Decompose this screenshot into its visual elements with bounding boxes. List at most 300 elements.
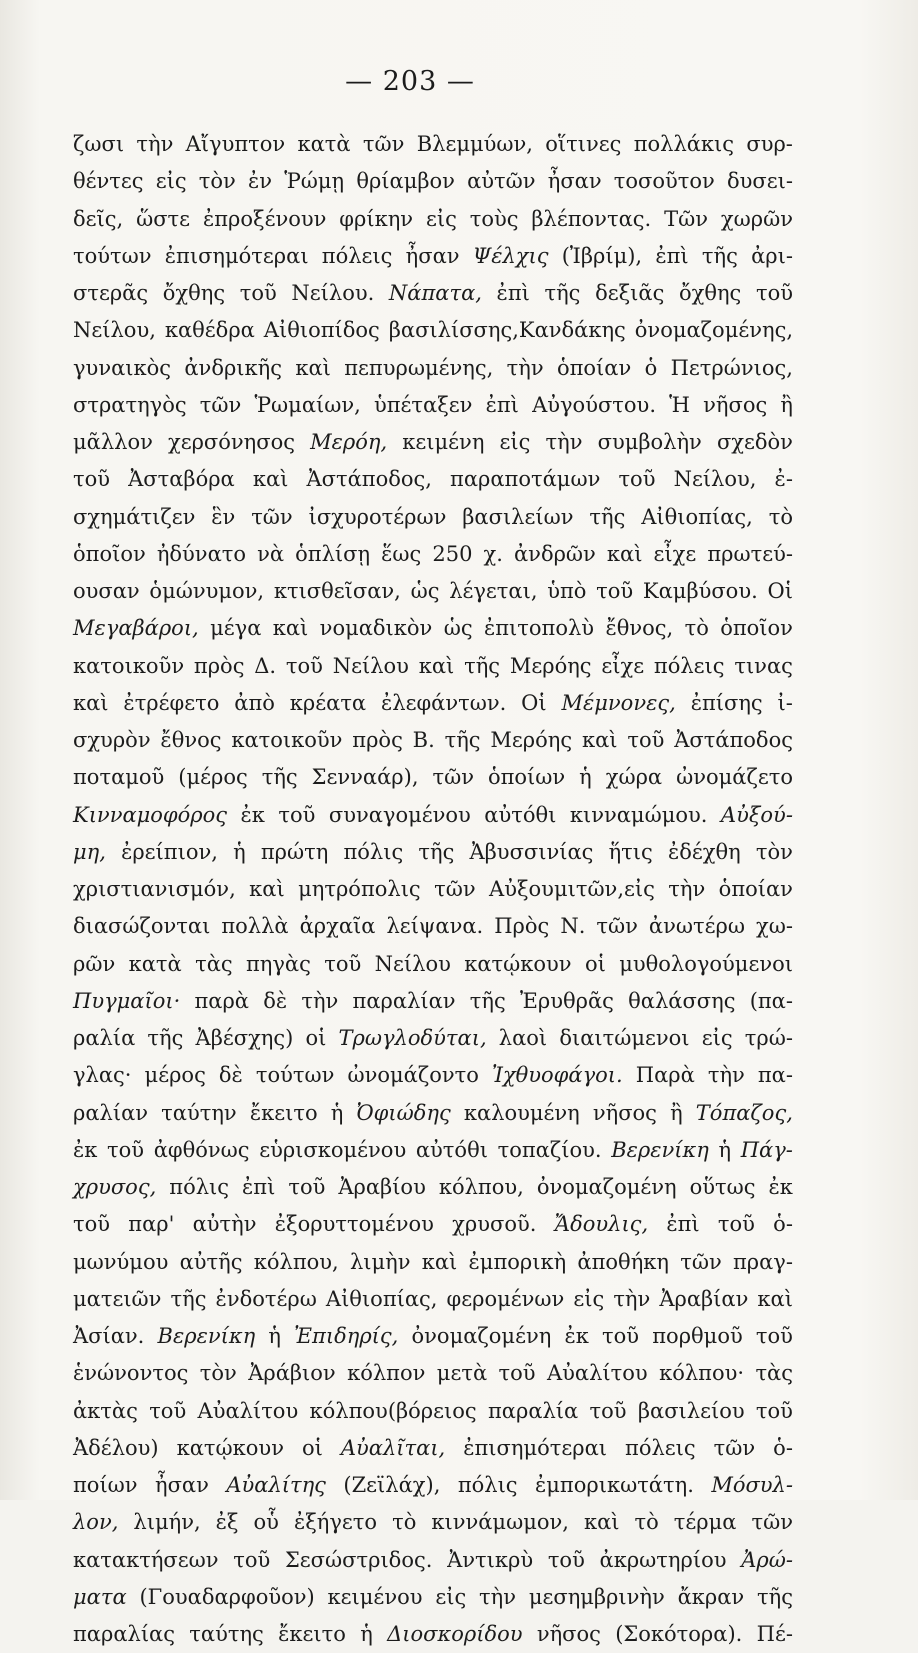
text-line	[73, 685, 793, 722]
word: ποταμοῦ	[73, 765, 165, 790]
word: τῶν	[199, 392, 242, 417]
word: τῶν	[596, 914, 638, 939]
word: μέγα	[210, 616, 262, 641]
word: ἀφθόνως	[153, 1137, 250, 1162]
word: οἱ	[301, 1435, 323, 1460]
word: τοῦ	[239, 281, 277, 305]
word: τῆς	[757, 1584, 793, 1609]
word: φρίκην	[339, 206, 414, 231]
word: Καμβύσου.	[642, 579, 758, 603]
text-line	[73, 648, 793, 685]
word: Μερόη,	[310, 430, 388, 454]
word: ματειῶν	[73, 1286, 162, 1311]
word: τοσοῦτον	[613, 169, 715, 194]
word: ὡς	[410, 579, 440, 603]
text-line	[73, 1579, 793, 1616]
word: κατὰ	[128, 951, 182, 976]
word: Ψέλχις	[472, 243, 549, 268]
word: τὴν	[479, 1584, 516, 1609]
word: μεσημβρινὴν	[528, 1584, 665, 1609]
word: Ἀβυσσινίας	[469, 839, 594, 864]
word: χερσόνησος	[167, 430, 295, 454]
word: καὶ	[272, 616, 309, 641]
word: οἱ	[305, 1026, 327, 1050]
word: τῶν	[434, 877, 476, 901]
word: ἐκ	[240, 802, 265, 827]
word: ἐπὶ	[242, 1175, 276, 1199]
word: (Σοκότορα).	[615, 1622, 743, 1646]
word: τῶν	[751, 1510, 793, 1535]
word: πολλὰ	[221, 914, 289, 939]
word: ἀνδρῶν	[514, 541, 596, 566]
word: ἔκειτο	[278, 1622, 346, 1646]
text-line	[73, 1467, 793, 1504]
word: χρυσος,	[73, 1175, 157, 1199]
word: Ἐπιδηρίς,	[294, 1324, 399, 1348]
word: Μέμνονες,	[561, 690, 676, 715]
word: Μερόης	[509, 653, 592, 678]
word: παραλίας	[73, 1622, 175, 1646]
word: κατῴκουν	[464, 951, 572, 976]
word: τοῦ	[602, 1324, 640, 1348]
word: εἰς	[701, 1026, 733, 1050]
word: ἀκρωτηρίου	[599, 1547, 727, 1572]
text-line	[73, 1542, 793, 1579]
word: Ἀστάποδος,	[306, 467, 432, 492]
word: Βερενίκη	[611, 1137, 709, 1162]
word: καλουμένη	[463, 1100, 580, 1125]
word: τὰς	[195, 951, 233, 976]
word: ὁποίαν	[718, 877, 793, 901]
word: Ἀντικρὺ	[447, 1547, 534, 1572]
word: τὴν	[136, 132, 174, 156]
word: ὀνομαζομένη	[536, 1175, 677, 1199]
word: τούτων	[73, 243, 152, 268]
word: ἐξ	[215, 1510, 239, 1535]
word: τὴν	[545, 430, 583, 454]
word: πόλεις	[321, 243, 393, 268]
word: καὶ	[252, 467, 289, 492]
word: ὁποῖον	[73, 541, 146, 566]
word: τὸ	[634, 1510, 659, 1535]
word: μωνύμου	[73, 1249, 169, 1274]
word: γλας·	[73, 1063, 132, 1088]
word: Αὐξού-	[720, 802, 793, 827]
text-line	[73, 238, 793, 275]
word: αὐτόθι	[484, 802, 557, 827]
word: Ἀσίαν.	[73, 1324, 145, 1348]
text-line	[73, 1430, 793, 1467]
word: ὑπὸ	[547, 579, 587, 603]
word: Ἡ	[669, 392, 690, 417]
word: ἀκτὰς	[73, 1398, 138, 1423]
word: δεξιᾶς	[595, 281, 665, 305]
word: ἐπισημότεραι	[463, 1435, 608, 1460]
word: κόλπον	[347, 1361, 426, 1386]
word: καὶ	[421, 1249, 458, 1274]
word: πρὸς	[352, 728, 403, 752]
word: τοῦ	[149, 1398, 187, 1423]
word: ἰσχυροτέρων	[308, 504, 447, 529]
word: ἐρείπιον,	[121, 839, 218, 864]
word: ταύτην	[161, 1100, 237, 1125]
word: λαοὶ	[498, 1026, 548, 1050]
word: ἡ	[360, 1622, 373, 1646]
word: κόλπου(βόρειος	[309, 1398, 477, 1423]
word: τὸ	[768, 504, 793, 529]
word: Ἀραβίου	[338, 1175, 426, 1199]
word: Ῥωμαίων,	[254, 392, 361, 417]
text-line	[73, 1244, 793, 1281]
word: τὴν	[506, 355, 544, 380]
word: ἐκ	[768, 1175, 793, 1199]
word: αὐτὴν	[192, 1212, 257, 1237]
word: καθέδρα	[164, 318, 255, 343]
word: ὁμώνυμον,	[149, 579, 265, 603]
word: τοῦ	[627, 728, 665, 752]
text-line	[73, 1318, 793, 1355]
word: κατὰ	[297, 132, 351, 156]
word: ὁ-	[773, 1212, 793, 1237]
word: (Γουαδαρφοῦον)	[139, 1584, 315, 1609]
text-line	[73, 201, 793, 238]
word: παρὰ	[194, 988, 249, 1013]
word: Αἰθιοπίας,	[325, 1286, 438, 1311]
word: κόλπου,	[438, 1175, 524, 1199]
word: κόλπου,	[253, 1249, 339, 1274]
word: Ἀσταβόρα	[128, 467, 235, 492]
word: Πέ-	[756, 1622, 793, 1646]
word: μᾶλλον	[73, 430, 153, 454]
word: καὶ	[757, 1286, 793, 1311]
word: Πάγ-	[740, 1137, 793, 1162]
text-line	[73, 1095, 793, 1132]
word: πόλεις	[625, 1435, 696, 1460]
word: Πρὸς	[494, 914, 550, 939]
word: Δ.	[254, 653, 277, 678]
word: ἐπίσης	[690, 690, 763, 715]
word: Αὐαλίτης	[226, 1473, 326, 1497]
word: πηγὰς	[246, 951, 311, 976]
word: Νείλου	[332, 653, 409, 678]
word: ἀποθήκη	[577, 1249, 669, 1274]
word: διασώζονται	[73, 914, 211, 939]
word: Αἴγυπτον	[185, 132, 286, 156]
word: νῆσος	[536, 1622, 601, 1646]
word: ουσαν	[73, 579, 140, 603]
word: κινναμώμου.	[569, 802, 708, 827]
text-line	[73, 312, 793, 349]
word: τοῦ	[755, 1324, 793, 1348]
word: στρατηγὸς	[73, 392, 187, 417]
word: ἐξορυττομένου	[274, 1212, 434, 1237]
word: Παρὰ	[635, 1063, 695, 1088]
word: τοῦ	[73, 1212, 111, 1237]
word: Κινναμοφόρος	[73, 802, 228, 827]
word: σχημάτιζεν	[73, 504, 196, 529]
word: Ἀδέλου)	[73, 1435, 159, 1460]
text-line	[73, 275, 793, 312]
word: κτισθεῖσαν,	[273, 579, 401, 603]
word: (Ἰβρίμ),	[561, 243, 643, 268]
word: κιννάμωμον,	[431, 1510, 569, 1535]
word: ἦσαν	[155, 1473, 209, 1497]
word: καὶ	[581, 728, 618, 752]
word: Ἀστάποδος	[674, 728, 793, 752]
word: πόλεις	[653, 653, 725, 678]
word: δυσει-	[727, 169, 793, 194]
word: ἐκ	[564, 1324, 589, 1348]
word: ὀνομαζομένη	[411, 1324, 552, 1348]
word: Ν.	[560, 914, 586, 939]
word: κρέατα	[289, 690, 367, 715]
text-line	[73, 424, 793, 461]
word: κόλπου·	[659, 1361, 745, 1386]
word: χω-	[755, 914, 793, 939]
text-line	[73, 387, 793, 424]
word: θρίαμβον	[356, 169, 455, 194]
word: πραγ-	[732, 1249, 793, 1274]
text-line	[73, 834, 793, 871]
word: εἰς	[425, 206, 457, 231]
word: τρώ-	[744, 1026, 793, 1050]
word: τῆς	[444, 728, 481, 752]
word: Νείλου	[374, 951, 451, 976]
word: Αὐαλῖται,	[340, 1435, 446, 1460]
word: Ἰχθυοφάγοι.	[491, 1063, 623, 1088]
word: σχεδὸν	[716, 430, 793, 454]
word: Πετρώνιος,	[670, 355, 793, 380]
word: πορθμοῦ	[652, 1324, 743, 1348]
word: ἐπὶ	[496, 281, 530, 305]
word: λον,	[73, 1510, 119, 1535]
text-line	[73, 908, 793, 945]
text-line	[73, 1281, 793, 1318]
text-line	[73, 350, 793, 387]
word: οὕτως	[689, 1175, 756, 1199]
word: ραλίαν	[73, 1100, 149, 1125]
word: τὴν	[301, 988, 339, 1013]
word: ἐπὶ	[666, 1212, 700, 1237]
word: συρ-	[746, 132, 793, 156]
word: πόλις	[343, 839, 404, 864]
word: ἐκ	[73, 1137, 98, 1162]
word: παραλία	[487, 1398, 579, 1423]
word: (Ζεϊλάχ),	[343, 1473, 441, 1497]
word: ἀρι-	[751, 243, 793, 268]
word: οἱ	[584, 951, 606, 976]
word: Ὀφιώδης	[356, 1100, 451, 1125]
word: τοπαζίου.	[497, 1137, 602, 1162]
word: ἓν	[211, 504, 236, 529]
word: πόλις	[457, 1473, 518, 1497]
word: Β.	[412, 728, 435, 752]
word: ἀνωτέρω	[648, 914, 745, 939]
word: στερᾶς	[73, 281, 149, 305]
word: ἡ	[579, 765, 592, 790]
word: τούτων	[255, 1063, 335, 1088]
word: Ἄδουλις,	[554, 1212, 649, 1237]
word: Βλεμμύων,	[416, 132, 533, 156]
word: ἐξήγετο	[293, 1510, 378, 1535]
word: ἐδέχθη	[667, 839, 741, 864]
word: ἠδύνατο	[156, 541, 247, 566]
word: Αὐαλίτου	[197, 1398, 299, 1423]
word: Αἰθιοπίας,	[641, 504, 753, 529]
word: τῶν	[432, 765, 474, 790]
word: καὶ	[73, 690, 109, 715]
word: Πυγμαῖοι·	[73, 988, 181, 1013]
word: ἐ-	[774, 467, 793, 492]
word: βασιλίσσης,Κανδάκης	[388, 318, 626, 343]
word: τοῦ	[278, 802, 316, 827]
word: τῆς	[544, 281, 581, 305]
word: ἕως	[381, 541, 422, 566]
word: ἥτις	[608, 839, 653, 864]
word: τῆς	[147, 1026, 184, 1050]
word: χρυσοῦ.	[452, 1212, 537, 1237]
word: βασιλείων	[462, 504, 574, 529]
word: ἢ	[780, 392, 793, 417]
word: ζωσι	[73, 132, 125, 156]
text-line	[73, 983, 793, 1020]
word: παρ'	[128, 1212, 175, 1237]
word: (μέρος	[178, 765, 248, 790]
word: μητρόπολις	[298, 877, 421, 901]
text-line	[73, 1169, 793, 1206]
word: τὸ	[684, 616, 709, 641]
word: μετὰ	[436, 1361, 488, 1386]
word: κατακτήσεων	[73, 1547, 219, 1572]
word: εἶχε	[601, 653, 645, 678]
word: πόλις	[169, 1175, 230, 1199]
word: τοῦ	[547, 1547, 585, 1572]
word: λιμήν,	[133, 1510, 201, 1535]
text-line	[73, 1132, 793, 1169]
word: Οἱ	[521, 690, 547, 715]
word: τὴν	[613, 1286, 651, 1311]
word: Ἀβέσχης)	[195, 1026, 294, 1050]
word: θέντες	[73, 169, 144, 194]
word: Μόσυλ-	[711, 1473, 793, 1497]
word: βλέποντας.	[531, 206, 652, 231]
word: νὰ	[257, 541, 285, 566]
word: Νείλου,	[673, 467, 757, 492]
word: νῆσος	[703, 392, 768, 417]
word: ἄκραν	[677, 1584, 745, 1609]
word: τοῦ	[107, 1137, 145, 1162]
text-line	[73, 1206, 793, 1243]
word: χ.	[483, 541, 503, 566]
word: ὠνομάζετο	[676, 765, 793, 790]
word: τὸν	[198, 169, 236, 194]
word: ἐν	[247, 169, 273, 194]
word: αὐτόθι	[415, 1137, 488, 1162]
word: διαιτώμενοι	[559, 1026, 690, 1050]
text-line	[73, 759, 793, 796]
word: ὁποῖον	[720, 616, 793, 641]
text-line	[73, 871, 793, 908]
word: Σεσώστριδος.	[284, 1547, 433, 1572]
word: σχυρὸν	[73, 728, 151, 752]
word: κειμένου	[327, 1584, 423, 1609]
word: τοῦ	[288, 1175, 326, 1199]
text-line	[73, 461, 793, 498]
word: πεπυρωμένης,	[344, 355, 494, 380]
word: τὸ	[392, 1510, 417, 1535]
text-line	[73, 126, 793, 163]
word: παραλίαν	[352, 988, 456, 1013]
word: Διοσκορίδου	[387, 1622, 523, 1646]
word: ἐπὶ	[655, 243, 689, 268]
word: ραλία	[73, 1026, 136, 1050]
word: 250	[432, 541, 473, 566]
word: ἰ-	[777, 690, 793, 715]
word: ταύτης	[189, 1622, 264, 1646]
word: Βερενίκη	[157, 1324, 256, 1348]
word: ἐπροξένουν	[202, 206, 327, 231]
word: λείψανα.	[386, 914, 484, 939]
text-line	[73, 610, 793, 647]
word: εἰς	[499, 430, 531, 454]
text-line	[73, 1393, 793, 1430]
word: μέρος	[144, 1063, 206, 1088]
word: τοῦ	[618, 467, 656, 492]
word: τοὺς	[469, 206, 519, 231]
word: τοῦ	[324, 951, 362, 976]
word: ἦσαν	[547, 169, 602, 194]
word: τὴν	[668, 877, 706, 901]
word: νομαδικὸν	[319, 616, 433, 641]
word: ὁποίων	[487, 765, 566, 790]
word: τῆς	[469, 988, 506, 1013]
word: ὥστε	[136, 206, 191, 231]
word: τῶν	[362, 132, 405, 156]
word: νῆσος	[592, 1100, 657, 1125]
word: Οἱ	[767, 579, 793, 603]
word: ἐλεφάντων.	[381, 690, 507, 715]
word: κατοικοῦν	[73, 653, 185, 678]
word: Ἀραβίαν	[659, 1286, 749, 1311]
word: τινας	[734, 653, 793, 678]
text-line	[73, 1504, 793, 1541]
word: εἰς	[155, 169, 187, 194]
word: Ῥώμῃ	[284, 169, 345, 194]
word: Νείλου,	[73, 318, 156, 343]
word: εἰς	[573, 1286, 605, 1311]
word: ἔκειτο	[249, 1100, 318, 1125]
word: τοῦ	[596, 579, 634, 603]
word: ἀρχαῖα	[299, 914, 376, 939]
word: καὶ	[583, 1510, 620, 1535]
word: ματα	[73, 1584, 127, 1609]
word: τὸν	[755, 839, 793, 864]
word: Αὐγούστου.	[532, 392, 656, 417]
word: τέρμα	[673, 1510, 737, 1535]
word: ἐνδοτέρω	[215, 1286, 317, 1311]
word: ἡ	[268, 1324, 281, 1348]
word: Αἰθιοπίδος	[263, 318, 380, 343]
word: ἀνδρικῆς	[184, 355, 283, 380]
word: πρωτεύ-	[707, 541, 793, 566]
word: ὁ	[644, 355, 658, 380]
word: κατοικοῦν	[231, 728, 343, 752]
word: τοῦ	[285, 653, 323, 678]
word: καὶ	[249, 877, 285, 901]
word: χωρῶν	[720, 206, 793, 231]
word: ὡς	[443, 616, 473, 641]
word: ὁ-	[773, 1435, 793, 1460]
